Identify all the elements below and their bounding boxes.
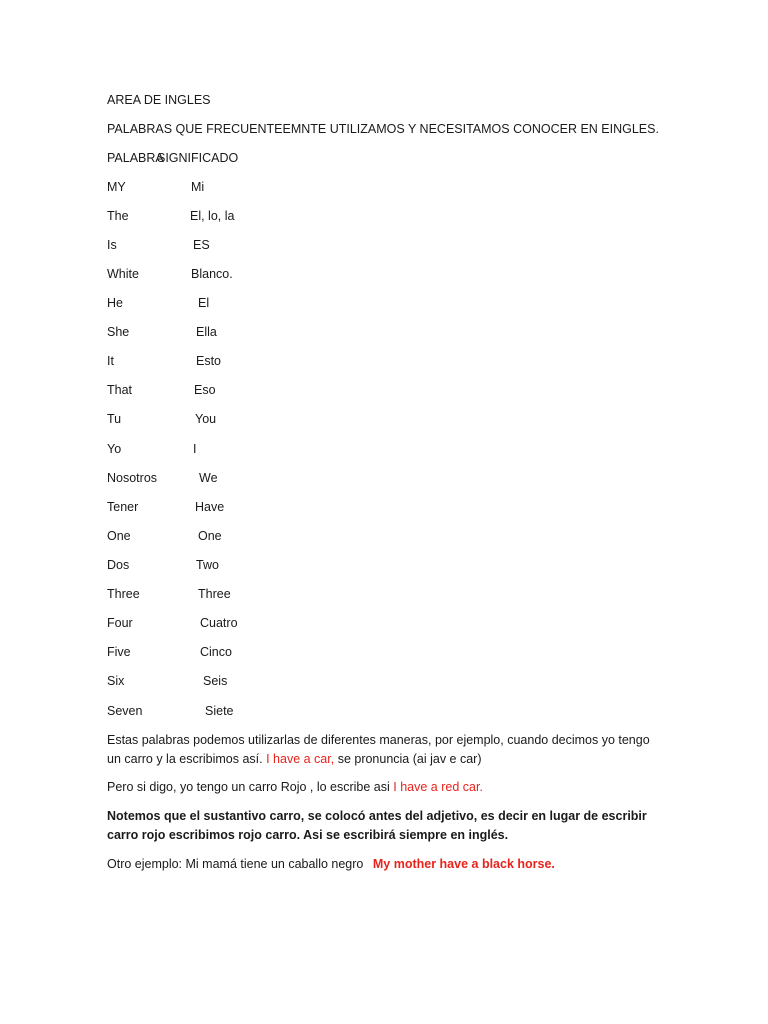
vocab-meaning: I: [193, 442, 197, 456]
vocab-word: He: [107, 296, 123, 310]
vocab-word: Nosotros: [107, 471, 158, 485]
vocab-meaning: Two: [196, 558, 219, 572]
vocab-word: It: [107, 354, 114, 368]
vocab-row: [107, 207, 407, 225]
vocab-meaning: Seis: [203, 674, 228, 688]
vocab-row: [107, 469, 407, 487]
vocab-word: Seven: [107, 704, 143, 718]
vocab-row: [107, 294, 407, 312]
english-example: I have a car,: [266, 752, 335, 766]
vocab-word: Tu: [107, 412, 122, 426]
vocab-meaning: You: [195, 412, 217, 426]
vocab-word: Dos: [107, 558, 130, 572]
vocab-row: [107, 527, 407, 545]
vocab-meaning: Three: [198, 587, 231, 601]
vocab-header-row: [107, 149, 407, 167]
vocab-row: [107, 556, 407, 574]
vocab-row: [107, 352, 407, 370]
vocab-row: [107, 585, 407, 603]
vocab-meaning: Eso: [194, 383, 216, 397]
vocab-meaning: Have: [195, 500, 225, 514]
vocab-meaning: Ella: [196, 325, 217, 339]
vocab-word: White: [107, 267, 139, 281]
vocab-meaning: Blanco.: [191, 267, 233, 281]
vocab-row: [107, 265, 407, 283]
vocab-word: She: [107, 325, 130, 339]
vocab-word: MY: [107, 180, 126, 194]
vocab-row: [107, 440, 407, 458]
paragraph-text: Otro ejemplo: Mi mamá tiene un caballo negro: [107, 857, 364, 871]
paragraph-text: se pronuncia (ai jav e car): [337, 752, 482, 766]
column-header-meaning: SIGNIFICADO: [157, 151, 239, 165]
vocab-meaning: One: [198, 529, 222, 543]
vocab-meaning: We: [199, 471, 218, 485]
vocab-meaning: Siete: [205, 704, 234, 718]
paragraph-example-1: [107, 731, 667, 769]
vocab-word: Four: [107, 616, 133, 630]
vocab-row: [107, 702, 407, 720]
paragraph-example-3: [107, 855, 667, 874]
vocab-word: Six: [107, 674, 125, 688]
vocab-row: [107, 614, 407, 632]
vocab-word: The: [107, 209, 129, 223]
vocab-word: Is: [107, 238, 117, 252]
paragraph-text: Pero si digo, yo tengo un carro Rojo , lo escribe asi: [107, 780, 390, 794]
vocab-meaning: El, lo, la: [190, 209, 235, 223]
vocab-meaning: Cuatro: [200, 616, 238, 630]
vocab-word: Five: [107, 645, 131, 659]
english-example: I have a red car.: [393, 780, 483, 794]
vocab-row: [107, 236, 407, 254]
vocab-word: One: [107, 529, 131, 543]
vocab-row: [107, 381, 407, 399]
english-example: My mother have a black horse.: [372, 857, 555, 871]
column-header-word: PALABRA: [107, 151, 164, 165]
vocab-meaning: Mi: [191, 180, 205, 194]
vocab-row: [107, 323, 407, 341]
vocab-meaning: El: [198, 296, 210, 310]
paragraph-note: Notemos que el sustantivo carro, se colocó antes del adjetivo, es decir en lugar de escribir carro rojo escribimos rojo carro. Asi se escribirá siempre en inglés.: [107, 809, 647, 842]
vocab-row: [107, 498, 407, 516]
vocab-row: [107, 672, 407, 690]
vocab-row: [107, 410, 407, 428]
vocab-word: Tener: [107, 500, 139, 514]
vocab-meaning: ES: [193, 238, 210, 252]
vocab-word: Yo: [107, 442, 122, 456]
document-title: AREA DE INGLES: [107, 93, 211, 107]
paragraph-text: Estas palabras podemos utilizarlas de diferentes maneras, por ejemplo, cuando decimos yo tengo un carro y la escribimos así.: [107, 733, 650, 766]
vocab-word: That: [107, 383, 133, 397]
paragraph-example-2: [107, 778, 667, 797]
document-subtitle: PALABRAS QUE FRECUENTEEMNTE UTILIZAMOS Y NECESITAMOS CONOCER EN EINGLES.: [107, 122, 659, 136]
vocab-meaning: Esto: [196, 354, 222, 368]
vocab-row: [107, 178, 407, 196]
vocab-row: [107, 643, 407, 661]
vocab-word: Three: [107, 587, 140, 601]
vocab-meaning: Cinco: [200, 645, 232, 659]
